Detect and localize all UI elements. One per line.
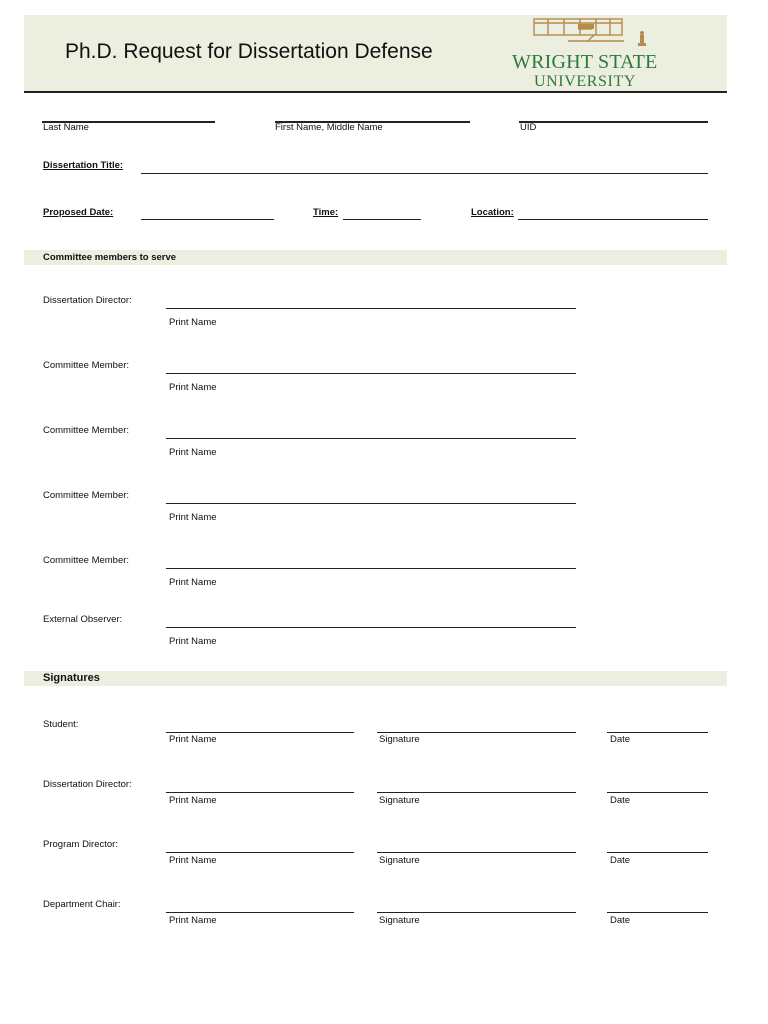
committee-heading: Committee members to serve — [43, 252, 177, 263]
committee-row-label: External Observer: — [43, 614, 123, 625]
signature-caption: Signature — [379, 795, 420, 806]
uid-field[interactable] — [519, 121, 708, 123]
committee-row-label: Committee Member: — [43, 425, 130, 436]
print-name-caption: Print Name — [169, 795, 217, 806]
print-name-caption: Print Name — [169, 447, 217, 458]
university-logo — [508, 15, 668, 91]
signature-field[interactable] — [377, 852, 576, 853]
committee-row-label: Committee Member: — [43, 555, 130, 566]
committee-row-label: Committee Member: — [43, 490, 130, 501]
location-field[interactable] — [518, 219, 708, 220]
signature-caption: Signature — [379, 855, 420, 866]
dissertation-title-label: Dissertation Title: — [43, 160, 124, 171]
signature-row-label: Student: — [43, 719, 79, 730]
date-caption: Date — [610, 915, 631, 926]
first-name-label: First Name, Middle Name — [275, 122, 383, 133]
date-caption: Date — [610, 795, 631, 806]
committee-name-field[interactable] — [166, 568, 576, 569]
committee-row-label: Committee Member: — [43, 360, 130, 371]
signatures-heading: Signatures — [43, 672, 100, 684]
signature-caption: Signature — [379, 915, 420, 926]
print-name-caption: Print Name — [169, 636, 217, 647]
dissertation-title-field[interactable] — [141, 173, 708, 174]
print-name-caption: Print Name — [169, 577, 217, 588]
signatures-section-band — [24, 671, 727, 686]
signature-row-label: Department Chair: — [43, 899, 121, 910]
date-field[interactable] — [607, 792, 708, 793]
committee-name-field[interactable] — [166, 308, 576, 309]
committee-name-field[interactable] — [166, 373, 576, 374]
committee-row-label: Dissertation Director: — [43, 295, 132, 306]
date-caption: Date — [610, 734, 631, 745]
wright-flyer-icon — [508, 15, 668, 49]
header-rule — [24, 91, 727, 93]
logo-wordmark: WRIGHT STATE — [512, 51, 658, 73]
page-title: Ph.D. Request for Dissertation Defense — [65, 40, 433, 63]
print-name-field[interactable] — [166, 732, 354, 733]
print-name-caption: Print Name — [169, 317, 217, 328]
signature-field[interactable] — [377, 732, 576, 733]
print-name-caption: Print Name — [169, 512, 217, 523]
time-label: Time: — [313, 207, 339, 218]
date-field[interactable] — [607, 852, 708, 853]
print-name-caption: Print Name — [169, 734, 217, 745]
print-name-field[interactable] — [166, 852, 354, 853]
print-name-caption: Print Name — [169, 915, 217, 926]
committee-name-field[interactable] — [166, 503, 576, 504]
proposed-date-field[interactable] — [141, 219, 274, 220]
location-label: Location: — [471, 207, 514, 218]
print-name-caption: Print Name — [169, 855, 217, 866]
print-name-field[interactable] — [166, 912, 354, 913]
external-observer-field[interactable] — [166, 627, 576, 628]
logo-subtitle: UNIVERSITY — [534, 73, 636, 90]
committee-name-field[interactable] — [166, 438, 576, 439]
signature-row-label: Dissertation Director: — [43, 779, 132, 790]
signature-caption: Signature — [379, 734, 420, 745]
uid-label: UID — [520, 122, 537, 133]
date-caption: Date — [610, 855, 631, 866]
last-name-label: Last Name — [43, 122, 89, 133]
date-field[interactable] — [607, 732, 708, 733]
print-name-field[interactable] — [166, 792, 354, 793]
date-field[interactable] — [607, 912, 708, 913]
signature-field[interactable] — [377, 792, 576, 793]
signature-field[interactable] — [377, 912, 576, 913]
signature-row-label: Program Director: — [43, 839, 118, 850]
time-field[interactable] — [343, 219, 421, 220]
proposed-date-label: Proposed Date: — [43, 207, 114, 218]
print-name-caption: Print Name — [169, 382, 217, 393]
